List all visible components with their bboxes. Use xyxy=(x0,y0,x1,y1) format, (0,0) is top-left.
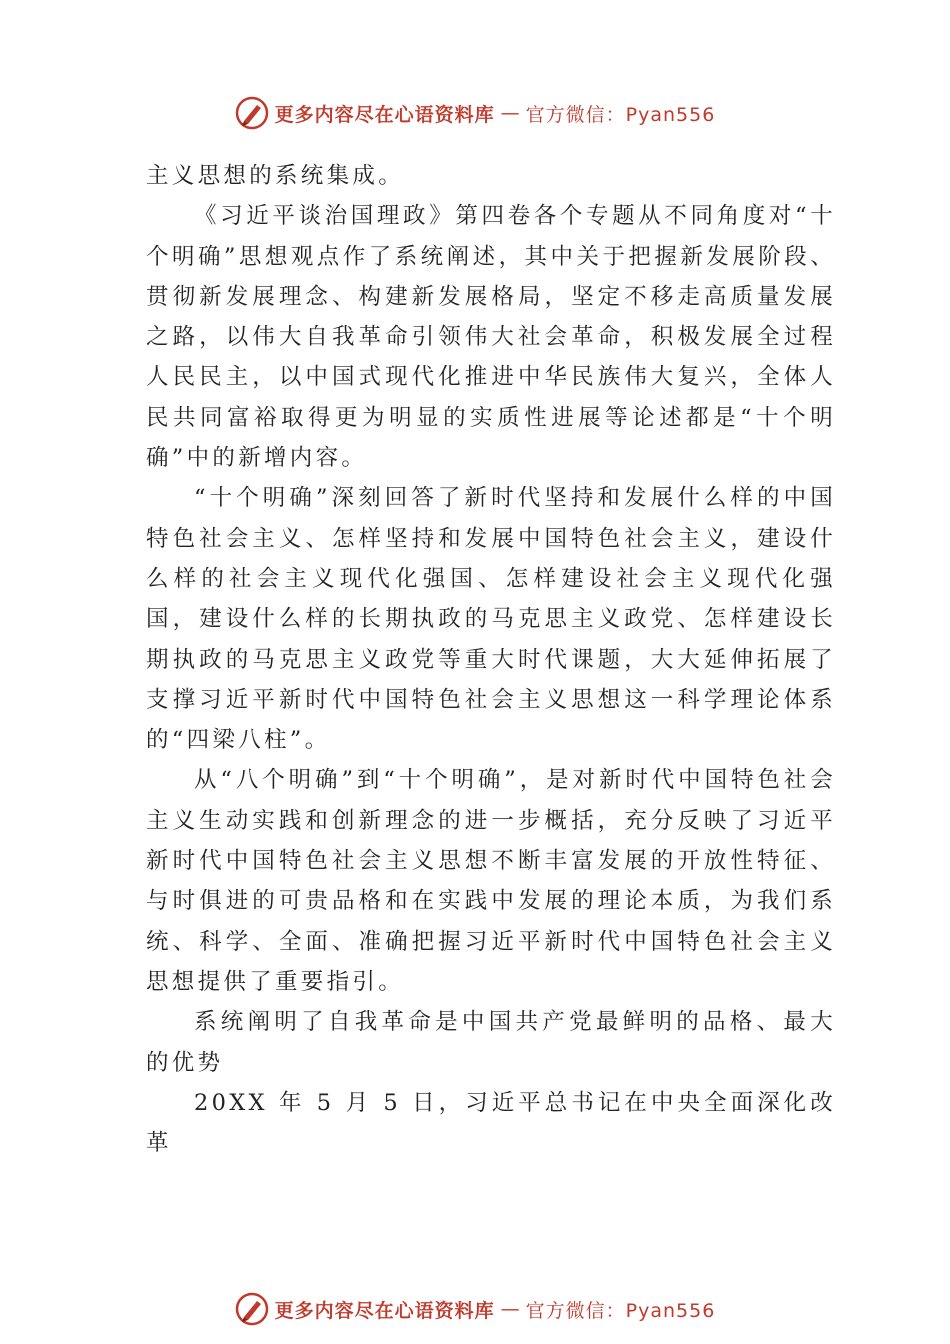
footer-brand: 更多内容尽在心语资料库 xyxy=(274,1299,495,1322)
footer-separator: — xyxy=(500,1298,520,1320)
paragraph-3: “十个明确”深刻回答了新时代坚持和发展什么样的中国特色社会主义、怎样坚持和发展中国特色社会主义，建设什么样的社会主义现代化强国、怎样建设社会主义现代化强国，建设什么样的长期执政的马克思主义政党、怎样建设长期执政的马克思主义政党等重大时代课题，大大延伸拓展了支撑习近平新时代中国特色社会主义思想这一科学理论体系的“四梁八柱”。 xyxy=(146,485,836,754)
header-banner xyxy=(0,96,950,130)
paragraph-5: 20XX 年 5 月 5 日，习近平总书记在中央全面深化改革 xyxy=(146,1089,836,1157)
paragraph-4: 从“八个明确”到“十个明确”，是对新时代中国特色社会主义生动实践和创新理念的进一步概括，充分反映了习近平新时代中国特色社会主义思想不断丰富发展的开放性特征、 与时俱进的可贵品格和在实践中发展的理论本质，为我们系统、科学、全面、准确把握习近平新时代中国特色社会主义思想提供了重要指引。 xyxy=(146,767,836,995)
paragraph-2: 《习近平谈治国理政》第四卷各个专题从不同角度对“十个明确”思想观点作了系统阐述，其中关于把握新发展阶段、贯彻新发展理念、构建新发展格局，坚定不移走高质量发展之路，以伟大自我革命引领伟大社会革命，积极发展全过程人民民主，以中国式现代化推进中华民族伟大复兴，全体人民共同富裕取得更为明显的实质性进展等论述都是“十个明确”中的新增内容。 xyxy=(146,203,836,472)
paragraph-1: 主义思想的系统集成。 xyxy=(146,163,405,189)
document-body xyxy=(146,156,836,1163)
pen-logo-icon xyxy=(235,96,269,130)
header-brand: 更多内容尽在心语资料库 xyxy=(274,103,495,126)
header-wechat: 官方微信：Pyan556 xyxy=(525,103,716,126)
section-heading: 系统阐明了自我革命是中国共产党最鲜明的品格、最大的优势 xyxy=(146,1009,836,1076)
footer-wechat: 官方微信：Pyan556 xyxy=(525,1299,716,1322)
pen-logo-icon xyxy=(235,1292,269,1326)
footer-banner xyxy=(0,1292,950,1326)
header-separator: — xyxy=(500,102,520,124)
